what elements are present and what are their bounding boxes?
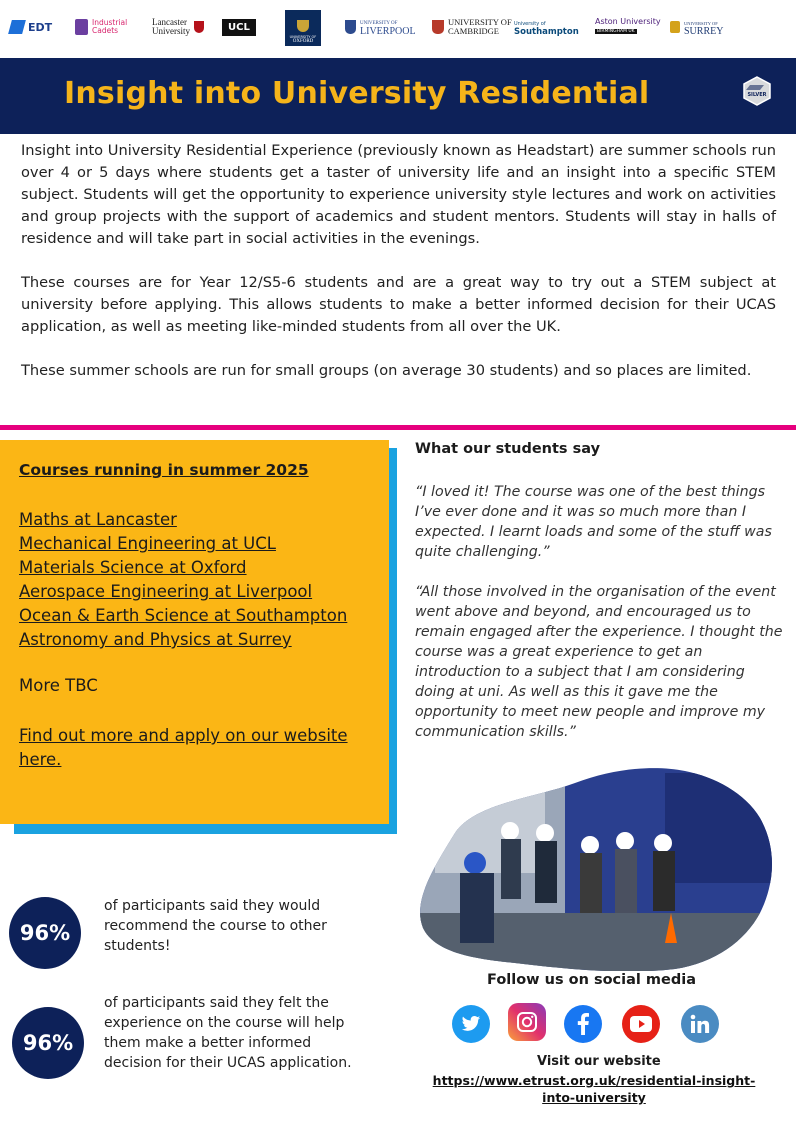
partner-logos [0,0,796,58]
ucl-logo: UCL [222,14,256,40]
stat-badge: 96% [9,897,81,969]
students-photo [415,763,785,971]
surrey-logo: UNIVERSITY OF SURREY [670,14,723,40]
facebook-icon[interactable] [564,1005,602,1043]
lancaster-crest-icon [194,21,204,33]
course-link[interactable]: Aerospace Engineering at Liverpool [19,582,313,601]
edt-mark-icon [8,20,26,34]
silver-badge-label: SILVER [747,92,767,98]
lancaster-logo: Lancaster University [152,14,204,40]
instagram-icon[interactable] [508,1003,546,1041]
course-link[interactable]: Materials Science at Oxford [19,558,247,577]
linkedin-icon[interactable] [681,1005,719,1043]
silver-badge-icon [742,76,772,106]
header-banner [0,58,796,134]
industrial-cadets-mark-icon [75,19,88,35]
cambridge-crest-icon [432,20,444,34]
apply-link[interactable]: Find out more and apply on our website here. [19,726,348,769]
intro-paragraph: These summer schools are run for small groups (on average 30 students) and so places are limited. [21,362,752,379]
oxford-logo: UNIVERSITY OF OXFORD [285,10,321,46]
more-tbc-text: More TBC [19,676,98,695]
edt-logo: EDT [10,14,52,40]
course-link[interactable]: Maths at Lancaster [19,510,177,529]
liverpool-crest-icon [345,20,356,34]
intro-paragraph: Insight into University Residential Experience (previously known as Headstart) are summer schools run over 4 or 5 days where students get a taster of university life and an insight into a specific STEM subject. Students will get the opportunity to experience university style lectures and work on activities and group projects with the support of academics and student mentors. Students will stay in halls of residence and will take part in social activities in the evenings. [21,142,776,247]
intro-text [21,140,776,404]
intro-paragraph: These courses are for Year 12/S5-6 students and are a great way to try out a STEM subject at university before applying. This allows students to make a better informed decision for their UCAS application, as well as meeting like-minded students from all over the UK. [21,274,776,335]
oxford-crest-icon [297,20,309,32]
aston-logo: Aston University BIRMINGHAM UK [595,17,661,34]
testimonial-quote: “I loved it! The course was one of the best things I’ve ever done and it was so much more than I expected. I learnt loads and some of the stuff was quite challenging.” [415,484,772,560]
testimonials-heading: What our students say [415,441,601,457]
website-link[interactable]: https://www.etrust.org.uk/residential-insight-into-university [432,1073,756,1105]
visit-website-label: Visit our website [537,1054,661,1069]
youtube-icon[interactable] [622,1005,660,1043]
industrial-cadets-logo: Industrial Cadets [75,14,127,40]
course-link[interactable]: Ocean & Earth Science at Southampton [19,606,348,625]
stat-badge: 96% [12,1007,84,1079]
section-divider [0,425,796,430]
course-link[interactable]: Astronomy and Physics at Surrey [19,630,292,649]
southampton-logo: University of Southampton [514,20,579,37]
cambridge-logo: UNIVERSITY OF CAMBRIDGE [432,14,512,40]
surrey-stag-icon [670,21,680,33]
course-list [19,508,347,652]
testimonial-quote: “All those involved in the organisation of the event went above and beyond, and encouraged us to remain engaged after the experience. I thought the course was a great experience to get an introduction to a subject that I am considering doing at uni. As well as this it gave me the opportunity to meet new people and improve my communication skills.” [415,584,783,740]
liverpool-logo: UNIVERSITY OF LIVERPOOL [345,14,416,40]
twitter-icon[interactable] [452,1005,490,1043]
course-link[interactable]: Mechanical Engineering at UCL [19,534,276,553]
page-title: Insight into University Residential [64,76,650,111]
stat-description: of participants said they felt the experience on the course will help them make a better informed decision for their UCAS application. [104,995,352,1071]
stat-description: of participants said they would recommend the course to other students! [104,898,327,954]
courses-heading: Courses running in summer 2025 [19,461,309,479]
social-heading: Follow us on social media [487,972,696,988]
